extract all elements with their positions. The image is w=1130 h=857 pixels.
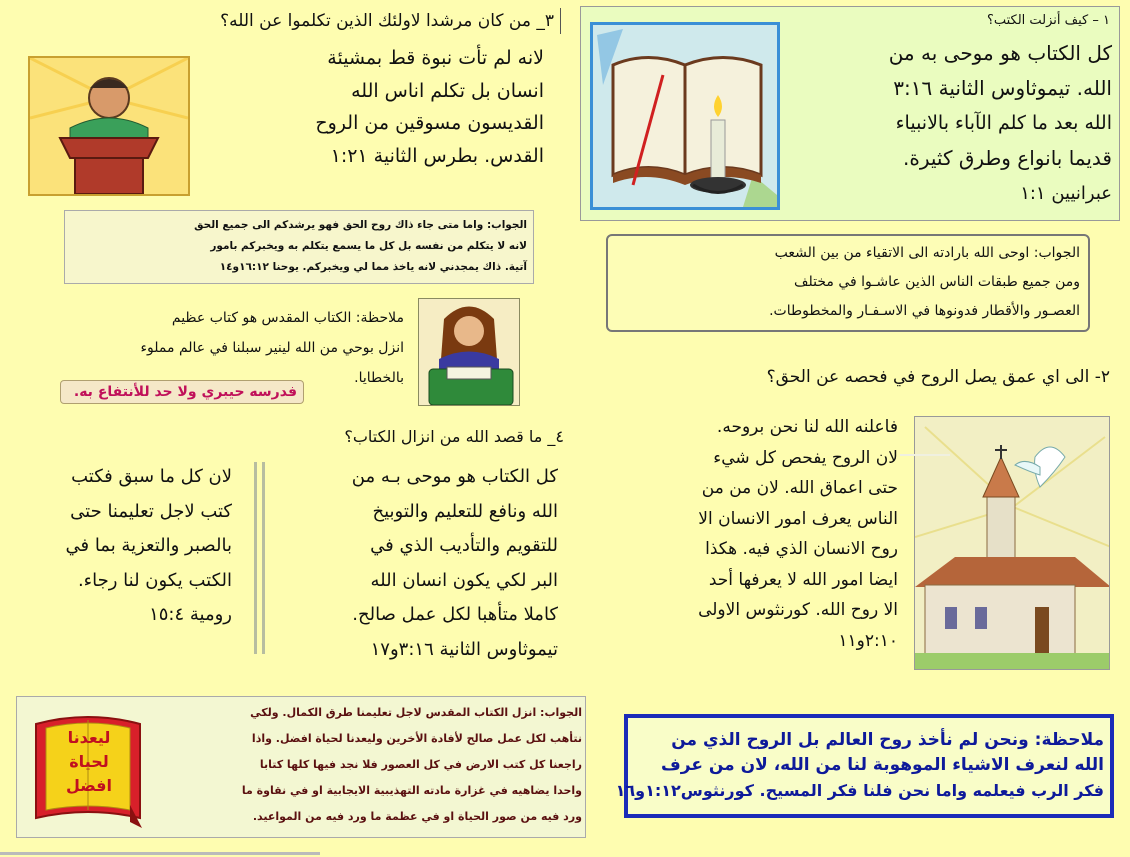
remark-line-2: انزل بوحي من الله لينير سبلنا في عالم مملوء [140,340,404,356]
q4-left-line: لان كل ما سبق فكتب [71,466,232,487]
q1-line: كل الكتاب هو موحى به من [888,41,1112,65]
bottom-rule [0,852,320,855]
q4-answer-line: نتأهب لكل عمل صالح لأفادة الأخرين وليعدنا لحياة افضل. واذا [251,732,582,745]
q2-line: الناس يعرف امور الانسان الا [698,508,898,529]
q3-text [222,42,544,172]
q4-answer-line: ورد فيه من صور الحياة او في عظمة ما ورد فيه من المواعيد. [252,810,582,823]
preacher-icon [30,58,188,194]
q2-note-line: الله لنعرف الاشياء الموهوبة لنا من الله، لان من عرف [661,755,1104,775]
q3-heading: ٣_ من كان مرشدا لاولئك الذين تكلموا عن الله؟ [220,11,554,31]
reading-girl-image [418,298,520,406]
q4-right-line: البر لكي يكون انسان الله [370,569,558,591]
q3-answer-line: الجواب: واما متى جاء ذاك روح الحق فهو يرشدكم الى جميع الحق [194,219,527,231]
q4-left-line: كتب لاجل تعليمنا حتى [70,500,232,522]
q4-col-left [14,460,232,633]
q2-line: الا روح الله. كورنثوس الاولى [698,600,898,620]
q1-heading: ١ – كيف أنزلت الكتب؟ [986,13,1110,28]
q3-heading-underline [560,8,561,34]
column-divider [262,462,265,654]
q3-answer-line: آتية. ذاك يمجدني لانه ياخذ مما لي ويخبركم. يوحنا ١٦:١٢و١٤ [219,261,527,273]
q2-note-box [615,714,1114,818]
q3-line: القدس. بطرس الثانية ١:٢١ [330,144,544,167]
q4-left-line: بالصبر والتعزية بما في [65,535,232,556]
q2-heading: ٢- الى اي عمق يصل الروح في فحصه عن الحق؟ [766,367,1110,387]
q4-answer-line: واحدا يضاهيه في غزارة مادته التهذيبية الايجابية او في نقاوة ما [241,784,582,797]
q4-left-line: الكتب يكون لنا رجاء. [77,569,232,591]
q1-answer-line: الجواب: اوحى الله بارادته الى الاتقياء من بين الشعب [774,245,1080,261]
q4-left-line: رومية ١٥:٤ [149,604,232,625]
q1-line: الله بعد ما كلم الآباء بالانبياء [895,112,1112,134]
q2-line: لان الروح يفحص كل شيء [713,447,898,468]
remark-badge: فدرسه حيبري ولا حد للأنتفاع به. [60,380,304,404]
open-bible-icon [593,25,777,207]
q4-right-line: للتقويم والتأديب الذي في [370,535,558,556]
q2-line: ٢:١٠و١١ [838,630,898,651]
remark-line-3: بالخطايا. [354,370,404,386]
q3-answer-line: لانه لا يتكلم من نفسه بل كل ما يسمع يتكلم به ويخبركم بامور [210,240,527,252]
reading-girl-icon [419,299,519,405]
q1-line: الله. تيموثاوس الثانية ٣:١٦ [893,76,1112,100]
q1-answer-box [606,234,1090,332]
q1-line: عبرانيين ١:١ [1020,183,1112,204]
q2-line: فاعلنه الله لنا نحن بروحه. [716,417,898,437]
q4-answer-line: الجواب: انزل الكتاب المقدس لاجل تعليمنا طرق الكمال. ولكي [250,706,582,719]
q1-text [792,36,1112,211]
q1-answer-line: العصـور والأقطار فدونوها في الاسـفـار والمخطوطات. [769,303,1080,319]
q3-line: لانه لم تأت نبوة قط بمشيئة [327,47,544,69]
q4-right-line: تيموثاوس الثانية ٣:١٦و١٧ [370,638,558,660]
q2-text [598,412,898,656]
q3-line: انسان بل تكلم اناس الله [351,79,544,102]
q2-note-line: فكر الرب فيعلمه واما نحن فلنا فكر المسيح. كورنثوس١:١٢و١٦ [615,781,1104,800]
book-label [44,726,134,798]
column-divider [254,462,257,654]
book-label-line: لحياة [69,752,109,771]
q2-note-line: ملاحظة: ونحن لم نأخذ روح العالم بل الروح الذي من [671,730,1104,750]
remark-line-1: ملاحظة: الكتاب المقدس هو كتاب عظيم [171,310,404,326]
q1-line: قديما بانواع وطرق كثيرة. [903,146,1112,170]
book-label-line: افضل [65,776,112,795]
q2-line: حتى اعماق الله. لان من من [701,478,898,498]
q2-line: ايضا امور الله لا يعرفها أحد [708,569,898,590]
open-bible-image [590,22,780,210]
q4-heading: ٤_ ما قصد الله من انزال الكتاب؟ [344,427,564,446]
q3-answer-box [64,210,534,284]
q4-col-right [284,460,558,667]
q1-answer-line: ومن جميع طبقات الناس الذين عاشـوا في مختلف [793,274,1080,290]
q4-answer-line: راجعنا كل كتب الارض في كل العصور فلا نجد فيها كلها كتابا [259,758,582,771]
divider-line [900,454,950,456]
q2-line: روح الانسان الذي فيه. هكذا [705,539,898,559]
book-label-line: ليعدنا [67,728,111,747]
q4-answer-text [150,700,582,834]
q4-right-line: الله ونافع للتعليم والتوبيخ [372,500,558,522]
q4-right-line: كل الكتاب هو موحى بـه من [351,466,558,487]
q3-line: القديسون مسوقين من الروح [315,112,544,134]
preacher-image [28,56,190,196]
q4-right-line: كاملا متأهبا لكل عمل صالح. [352,604,558,625]
